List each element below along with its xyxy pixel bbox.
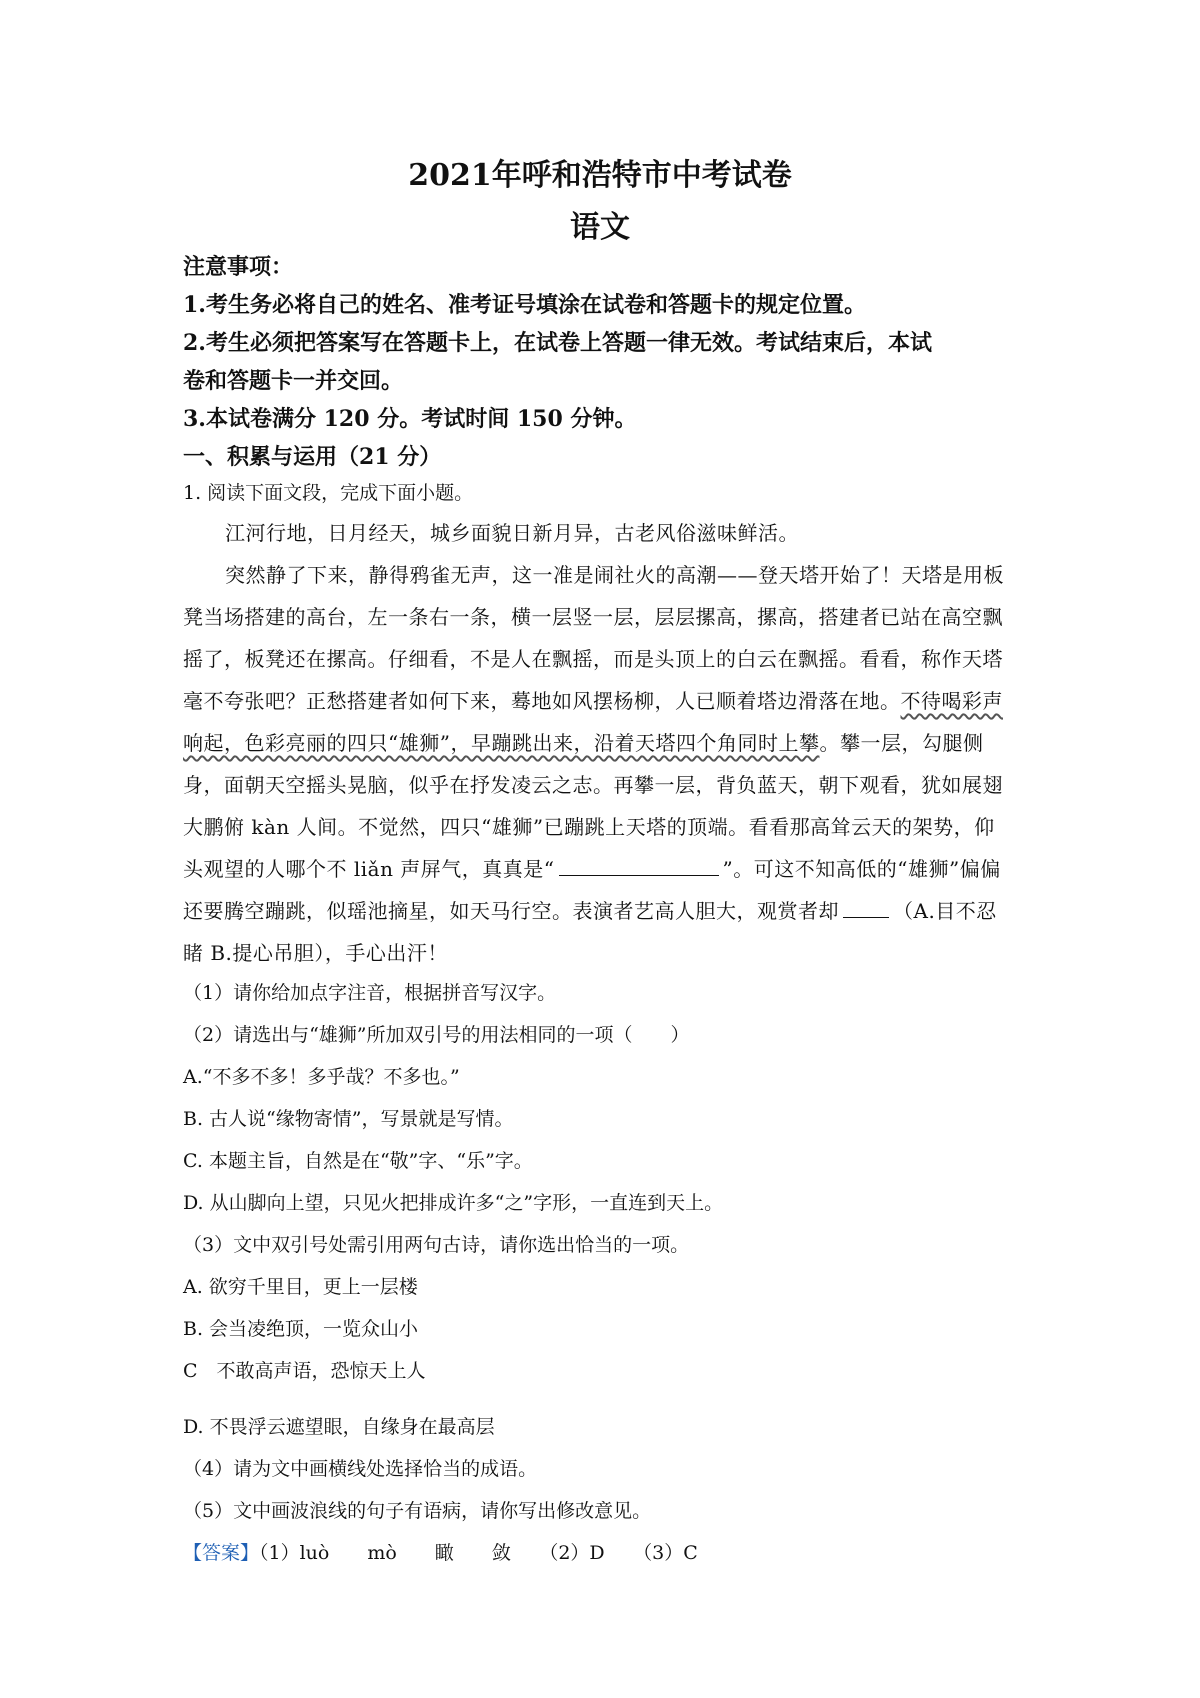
subquestion-4: （4）请为文中画横线处选择恰当的成语。	[183, 1458, 538, 1480]
option-b: B. 古人说“缘物寄情”，写景就是写情。	[183, 1108, 514, 1130]
option-a: A. 欲穷千里目，更上一层楼	[183, 1276, 418, 1298]
passage-text: 。攀一层，勾腿侧	[819, 731, 984, 755]
passage-line: 凳当场搭建的高台，左一条右一条，横一层竖一层，层层摞高，摞高，搭建者已站在高空飘	[183, 605, 1003, 629]
notice-item-2-cont: 卷和答题卡一并交回。	[183, 368, 404, 394]
section-heading: 一、积累与运用（21 分）	[183, 444, 442, 470]
passage-text: 还要腾空蹦跳，似瑶池摘星，如天马行空。表演者艺高人胆大，观赏者却	[183, 899, 839, 923]
answer-text: （1）luò mò 瞰 敛 （2）D （3）C	[259, 1542, 698, 1564]
passage-line	[183, 685, 1003, 714]
passage-line: 睹 B.提心吊胆），手心出汗！	[183, 941, 448, 965]
notice-item-3: 3.本试卷满分 120 分。考试时间 150 分钟。	[183, 406, 637, 432]
passage-line: 摇了，板凳还在摞高。仔细看，不是人在飘摇，而是头顶上的白云在飘摇。看看，称作天塔	[183, 647, 1003, 671]
passage-line	[183, 727, 983, 756]
passage-para1: 江河行地，日月经天，城乡面貌日新月异，古老风俗滋味鲜活。	[225, 521, 799, 545]
passage-line: 身，面朝天空摇头晃脑，似乎在抒发凌云之志。再攀一层，背负蓝天，朝下观看，犹如展翅	[183, 773, 1003, 797]
passage-line	[183, 853, 1001, 882]
passage-text: 毫不夸张吧？正愁搭建者如何下来，蓦地如风摆杨柳，人已顺着塔边滑落在地。	[183, 689, 901, 713]
passage-text: （A.目不忍	[893, 899, 997, 923]
subquestion-5: （5）文中画波浪线的句子有语病，请你写出修改意见。	[183, 1500, 652, 1522]
passage-text: 头观望的人哪个不 liǎn 声屏气，真真是“	[183, 857, 555, 881]
exam-title: 2021年呼和浩特市中考试卷	[408, 158, 792, 193]
subquestion-3: （3）文中双引号处需引用两句古诗，请你选出恰当的一项。	[183, 1234, 690, 1256]
fill-blank-line	[559, 857, 719, 876]
option-d: D. 不畏浮云遮望眼，自缘身在最高层	[183, 1416, 495, 1438]
subject-title: 语文	[570, 210, 630, 245]
option-a: A.“不多不多！多乎哉？不多也。”	[183, 1066, 460, 1088]
passage-line: 突然静了下来，静得鸦雀无声，这一准是闹社火的高潮——登天塔开始了！天塔是用板	[225, 563, 1004, 587]
subquestion-1: （1）请你给加点字注音，根据拼音写汉字。	[183, 982, 557, 1004]
subquestion-2: （2）请选出与“雄狮”所加双引号的用法相同的一项（ ）	[183, 1024, 690, 1046]
option-b: B. 会当凌绝顶，一览众山小	[183, 1318, 419, 1340]
notice-heading: 注意事项：	[183, 254, 294, 280]
option-c: C 不敢高声语，恐惊天上人	[183, 1360, 426, 1382]
answer-tag: 【答案】	[183, 1542, 260, 1564]
fill-blank-line	[843, 899, 889, 918]
passage-line	[183, 895, 997, 924]
question-stem: 1. 阅读下面文段，完成下面小题。	[183, 482, 474, 504]
wavy-underlined-sentence: 不待喝彩声	[900, 689, 1003, 713]
option-d: D. 从山脚向上望，只见火把排成许多“之”字形，一直连到天上。	[183, 1192, 724, 1214]
notice-item-2: 2.考生必须把答案写在答题卡上，在试卷上答题一律无效。考试结束后，本试	[183, 330, 932, 356]
passage-text: ”。可这不知高低的“雄狮”偏偏	[722, 857, 1001, 881]
passage-line: 大鹏俯 kàn 人间。不觉然，四只“雄狮”已蹦跳上天塔的顶端。看看那高耸云天的架势，仰	[183, 815, 995, 839]
answer-line	[183, 1538, 698, 1565]
option-c: C. 本题主旨，自然是在“敬”字、“乐”字。	[183, 1150, 533, 1172]
wavy-underlined-sentence: 响起，色彩亮丽的四只“雄狮”，早蹦跳出来，沿着天塔四个角同时上攀	[183, 731, 820, 755]
notice-item-1: 1.考生务必将自己的姓名、准考证号填涂在试卷和答题卡的规定位置。	[183, 292, 866, 318]
